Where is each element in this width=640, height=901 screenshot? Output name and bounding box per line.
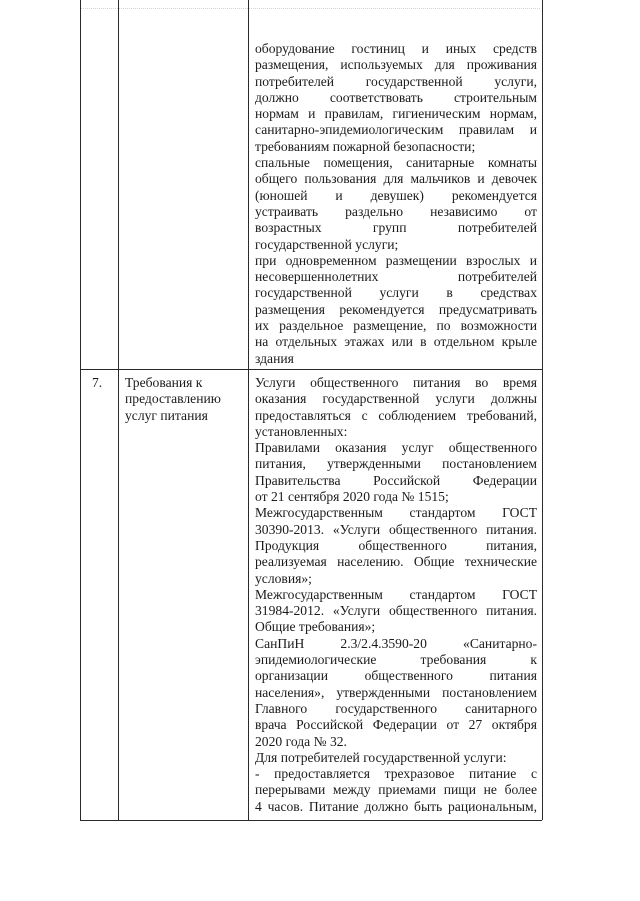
text-line: нормам и правилам, гигиеническим нормам, [255,106,537,122]
text-line: Правилами оказания услуг общественного [255,440,537,456]
text-line: населения», утвержденными постановлением [255,684,537,700]
text-line: врача Российской Федерации от 27 октября [255,717,537,733]
text-line: установленных: [255,423,348,439]
text-line: Главного государственного санитарного [255,700,537,716]
text-line: СанПиН 2.3/2.4.3590-20 «Санитарно- [255,635,537,651]
label-line: предоставлению [125,391,221,407]
table-label-column-border [248,0,249,820]
text-line: Межгосударственным стандартом ГОСТ [255,505,537,521]
text-line: размещения, используемых для проживания [255,57,537,73]
text-line: оборудование гостиниц и иных средств [255,41,537,56]
row-label-food-requirements [125,375,245,424]
text-line: - предоставляется трехразовое питание с [255,766,537,782]
text-line: их раздельное размещение, по возможности [255,318,537,334]
table-bottom-border [80,820,542,821]
text-line: Общие требования»; [255,619,376,635]
text-line: здания [255,350,294,366]
text-line: должно соответствовать строительным [255,89,537,105]
text-line: организации общественного питания [255,668,537,684]
text-line: потребителей государственной услуги, [255,73,537,89]
row-separator [80,369,542,370]
continuation-cell-content [255,41,537,367]
text-line: государственной услуги; [255,236,399,252]
row-content-food-requirements [255,375,537,815]
text-line: требованиям пожарной безопасности; [255,138,476,154]
table-right-border [542,0,543,820]
text-line: 4 часов. Питание должно быть рациональным, [255,798,537,814]
text-line: общего пользования для мальчиков и девочек [255,171,537,187]
scan-top-edge [80,0,540,9]
text-line: возрастных групп потребителей [255,220,537,236]
text-line: санитарно-эпидемиологическим правилам и [255,122,537,138]
text-line: 30390-2013. «Услуги общественного питания. [255,521,537,537]
table-number-column-border [118,0,119,820]
text-line: размещения рекомендуется предусматривать [255,301,537,317]
text-line: государственной услуги в средствах [255,285,537,301]
text-line: питания, утвержденными постановлением [255,456,537,472]
label-line: услуг питания [125,407,208,423]
text-line: Межгосударственным стандартом ГОСТ [255,586,537,602]
row-number: 7. [92,375,103,390]
text-line: 31984-2012. «Услуги общественного питания. [255,603,537,619]
text-line: устраивать раздельно независимо от [255,203,537,219]
table-left-border [80,0,81,820]
text-line: условия»; [255,570,312,586]
text-line: несовершеннолетних потребителей [255,269,537,285]
text-line: спальные помещения, санитарные комнаты [255,155,537,171]
text-line: на отдельных этажах или в отдельном крыле [255,334,537,350]
text-line: перерывами между приемами пищи не более [255,782,537,798]
text-line: при одновременном размещении взрослых и [255,252,537,268]
text-line: Продукция общественного питания, [255,537,537,553]
text-line: 2020 года № 32. [255,733,347,749]
text-line: Для потребителей государственной услуги: [255,749,507,765]
text-line: Услуги общественного питания во время [255,375,537,390]
text-line: реализуемая населению. Общие технические [255,554,537,570]
text-line: оказания государственной услуги должны [255,391,537,407]
text-line: от 21 сентября 2020 года № 1515; [255,489,449,505]
text-line: Правительства Российской Федерации [255,472,537,488]
label-line: Требования к [125,375,203,390]
text-line: предоставляться с соблюдением требований, [255,407,537,423]
text-line: (юношей и девушек) рекомендуется [255,187,537,203]
text-line: эпидемиологические требования к [255,652,537,668]
